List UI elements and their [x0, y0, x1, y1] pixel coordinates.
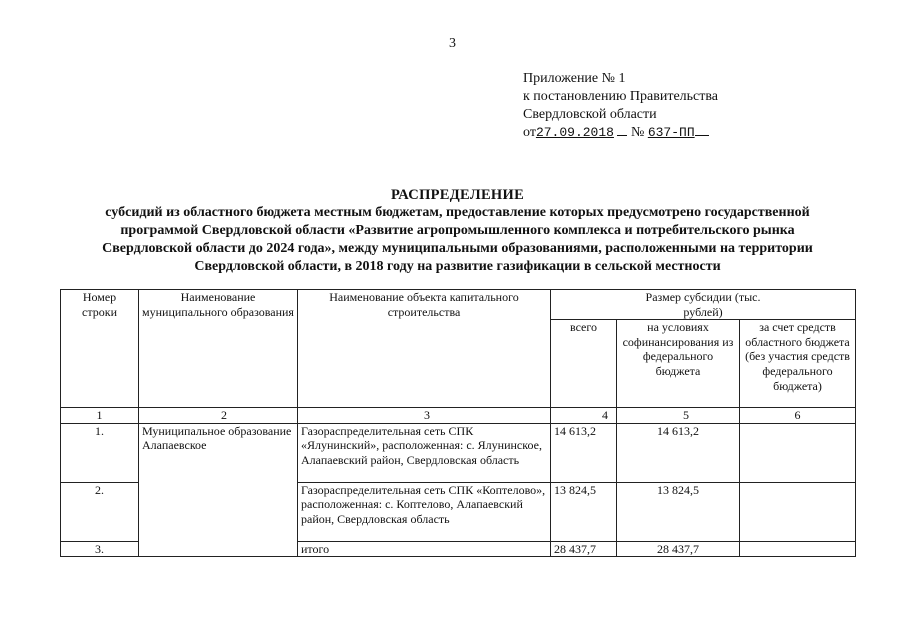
- header-regional: за счет средств областного бюджета (без участия средств федерального бюджета): [740, 320, 856, 408]
- header-federal: на условиях софинансирования из федерального бюджета: [617, 320, 740, 408]
- subsidy-federal: 13 824,5: [617, 482, 740, 541]
- total-label: итого: [298, 541, 551, 557]
- column-number: 4: [551, 408, 617, 424]
- object-name: Газораспределительная сеть СПК «Коптелово», расположенная: с. Коптелово, Алапаевский район, Свердловская область: [298, 482, 551, 541]
- subsidy-regional: [740, 482, 856, 541]
- appendix-reference: к постановлению Правительства: [523, 89, 719, 104]
- header-row-number: Номер строки: [61, 290, 139, 408]
- document-title: [60, 186, 855, 276]
- subsidy-regional: [740, 541, 856, 557]
- row-number: 3.: [61, 541, 139, 557]
- row-number: 1.: [61, 423, 139, 482]
- subsidy-total: 28 437,7: [551, 541, 617, 557]
- date-prefix: от: [523, 125, 536, 140]
- appendix-region: Свердловской области: [523, 107, 657, 122]
- header-subsidy: Размер субсидии (тыс. рублей): [551, 290, 856, 320]
- column-number: 6: [740, 408, 856, 424]
- municipality-name: Муниципальное образование Алапаевское: [139, 423, 298, 557]
- header-total: всего: [551, 320, 617, 408]
- subsidy-federal: 14 613,2: [617, 423, 740, 482]
- header-municipality: Наименование муниципального образования: [139, 290, 298, 408]
- table-row: [61, 423, 856, 482]
- appendix-date-line: [523, 124, 718, 142]
- header-object: Наименование объекта капитального строительства: [298, 290, 551, 408]
- appendix-block: [523, 70, 718, 142]
- row-number: 2.: [61, 482, 139, 541]
- subsidy-federal: 28 437,7: [617, 541, 740, 557]
- column-number: 2: [139, 408, 298, 424]
- object-name: Газораспределительная сеть СПК «Ялунинский», расположенная: с. Ялунинское, Алапаевский район, Свердловская область: [298, 423, 551, 482]
- column-number: 1: [61, 408, 139, 424]
- number-prefix: №: [630, 125, 645, 140]
- subsidy-total: 14 613,2: [551, 423, 617, 482]
- column-number-row: [61, 408, 856, 424]
- appendix-title: Приложение № 1: [523, 71, 626, 86]
- header-row-1: [61, 290, 856, 320]
- subsidy-total: 13 824,5: [551, 482, 617, 541]
- subsidy-table: [60, 289, 856, 557]
- page-number: 3: [449, 36, 456, 51]
- title-line-2: программой Свердловской области «Развитие агропромышленного комплекса и потребительского рынка: [120, 223, 795, 238]
- resolution-date: 27.09.2018: [535, 125, 614, 140]
- title-line-1: субсидий из областного бюджета местным бюджетам, предоставление которых предусмотрено государственной: [105, 205, 810, 220]
- subsidy-regional: [740, 423, 856, 482]
- title-line-3: Свердловской области до 2024 года», между муниципальными образованиями, расположенными на территории: [102, 241, 813, 256]
- title-line-4: Свердловской области, в 2018 году на развитие газификации в сельской местности: [194, 259, 721, 274]
- resolution-number: 637-ПП: [647, 125, 695, 140]
- title-heading: РАСПРЕДЕЛЕНИЕ: [390, 187, 525, 203]
- column-number: 5: [617, 408, 740, 424]
- column-number: 3: [298, 408, 551, 424]
